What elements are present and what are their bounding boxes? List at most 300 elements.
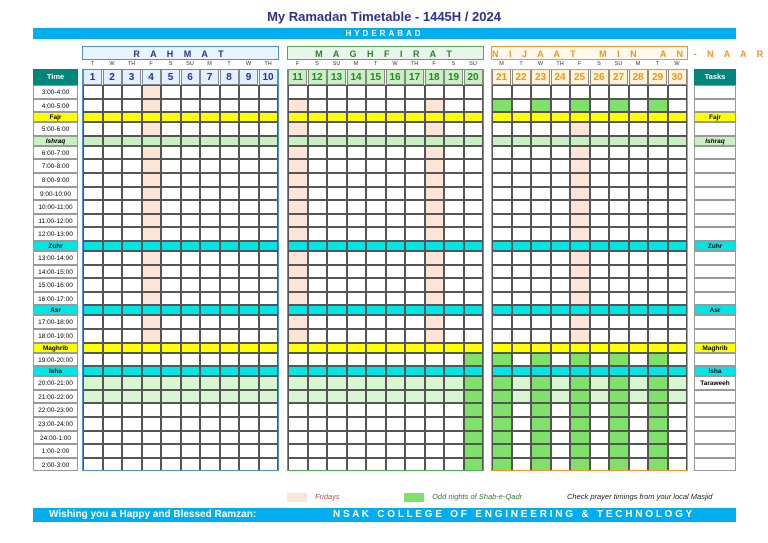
timetable-cell[interactable]	[288, 417, 308, 431]
timetable-cell[interactable]	[405, 390, 425, 404]
timetable-cell[interactable]	[83, 353, 103, 367]
timetable-cell[interactable]	[609, 444, 629, 458]
timetable-cell[interactable]	[629, 173, 649, 187]
timetable-cell[interactable]	[648, 214, 668, 228]
timetable-cell[interactable]	[551, 265, 571, 279]
timetable-cell[interactable]	[405, 353, 425, 367]
task-cell[interactable]	[694, 417, 736, 431]
timetable-cell[interactable]	[590, 187, 610, 201]
timetable-cell[interactable]	[570, 353, 590, 367]
timetable-cell[interactable]	[590, 390, 610, 404]
task-cell[interactable]	[694, 159, 736, 173]
timetable-cell[interactable]	[200, 444, 220, 458]
timetable-cell[interactable]	[668, 444, 688, 458]
timetable-cell[interactable]	[327, 200, 347, 214]
timetable-cell[interactable]	[288, 227, 308, 241]
timetable-cell[interactable]	[259, 99, 279, 113]
timetable-cell[interactable]	[103, 122, 123, 136]
timetable-cell[interactable]	[464, 251, 484, 265]
timetable-cell[interactable]	[220, 187, 240, 201]
timetable-cell[interactable]	[629, 251, 649, 265]
timetable-cell[interactable]	[83, 85, 103, 99]
timetable-cell[interactable]	[629, 227, 649, 241]
timetable-cell[interactable]	[220, 227, 240, 241]
task-cell[interactable]	[694, 353, 736, 367]
timetable-cell[interactable]	[590, 200, 610, 214]
timetable-cell[interactable]	[668, 214, 688, 228]
timetable-cell[interactable]	[570, 99, 590, 113]
timetable-cell[interactable]	[551, 85, 571, 99]
timetable-cell[interactable]	[181, 200, 201, 214]
timetable-cell[interactable]	[327, 173, 347, 187]
timetable-cell[interactable]	[668, 292, 688, 306]
timetable-cell[interactable]	[327, 265, 347, 279]
timetable-cell[interactable]	[570, 315, 590, 329]
timetable-cell[interactable]	[103, 99, 123, 113]
timetable-cell[interactable]	[570, 431, 590, 445]
timetable-cell[interactable]	[444, 200, 464, 214]
timetable-cell[interactable]	[288, 292, 308, 306]
timetable-cell[interactable]	[239, 278, 259, 292]
timetable-cell[interactable]	[386, 159, 406, 173]
timetable-cell[interactable]	[668, 431, 688, 445]
timetable-cell[interactable]	[668, 278, 688, 292]
timetable-cell[interactable]	[386, 214, 406, 228]
timetable-cell[interactable]	[629, 315, 649, 329]
timetable-cell[interactable]	[259, 265, 279, 279]
timetable-cell[interactable]	[648, 251, 668, 265]
timetable-cell[interactable]	[668, 122, 688, 136]
timetable-cell[interactable]	[220, 265, 240, 279]
timetable-cell[interactable]	[425, 292, 445, 306]
timetable-cell[interactable]	[347, 390, 367, 404]
timetable-cell[interactable]	[181, 390, 201, 404]
timetable-cell[interactable]	[464, 353, 484, 367]
timetable-cell[interactable]	[386, 99, 406, 113]
timetable-cell[interactable]	[122, 187, 142, 201]
timetable-cell[interactable]	[220, 444, 240, 458]
timetable-cell[interactable]	[220, 431, 240, 445]
timetable-cell[interactable]	[161, 227, 181, 241]
timetable-cell[interactable]	[405, 265, 425, 279]
timetable-cell[interactable]	[288, 187, 308, 201]
timetable-cell[interactable]	[629, 99, 649, 113]
timetable-cell[interactable]	[386, 329, 406, 343]
timetable-cell[interactable]	[492, 159, 512, 173]
timetable-cell[interactable]	[200, 417, 220, 431]
timetable-cell[interactable]	[668, 458, 688, 472]
timetable-cell[interactable]	[464, 122, 484, 136]
timetable-cell[interactable]	[512, 99, 532, 113]
timetable-cell[interactable]	[648, 444, 668, 458]
timetable-cell[interactable]	[366, 292, 386, 306]
timetable-cell[interactable]	[570, 444, 590, 458]
timetable-cell[interactable]	[590, 431, 610, 445]
timetable-cell[interactable]	[531, 292, 551, 306]
timetable-cell[interactable]	[570, 173, 590, 187]
timetable-cell[interactable]	[347, 214, 367, 228]
timetable-cell[interactable]	[668, 187, 688, 201]
timetable-cell[interactable]	[288, 390, 308, 404]
timetable-cell[interactable]	[103, 146, 123, 160]
timetable-cell[interactable]	[308, 376, 328, 390]
timetable-cell[interactable]	[161, 417, 181, 431]
timetable-cell[interactable]	[512, 146, 532, 160]
timetable-cell[interactable]	[386, 376, 406, 390]
timetable-cell[interactable]	[181, 431, 201, 445]
timetable-cell[interactable]	[590, 122, 610, 136]
timetable-cell[interactable]	[512, 187, 532, 201]
timetable-cell[interactable]	[142, 315, 162, 329]
timetable-cell[interactable]	[347, 173, 367, 187]
timetable-cell[interactable]	[288, 329, 308, 343]
timetable-cell[interactable]	[464, 458, 484, 472]
timetable-cell[interactable]	[239, 376, 259, 390]
timetable-cell[interactable]	[288, 146, 308, 160]
timetable-cell[interactable]	[629, 146, 649, 160]
timetable-cell[interactable]	[327, 292, 347, 306]
timetable-cell[interactable]	[512, 227, 532, 241]
timetable-cell[interactable]	[531, 278, 551, 292]
timetable-cell[interactable]	[464, 200, 484, 214]
task-cell[interactable]	[694, 122, 736, 136]
timetable-cell[interactable]	[551, 417, 571, 431]
timetable-cell[interactable]	[492, 292, 512, 306]
timetable-cell[interactable]	[464, 376, 484, 390]
timetable-cell[interactable]	[327, 353, 347, 367]
timetable-cell[interactable]	[609, 187, 629, 201]
timetable-cell[interactable]	[531, 159, 551, 173]
timetable-cell[interactable]	[444, 85, 464, 99]
timetable-cell[interactable]	[161, 214, 181, 228]
timetable-cell[interactable]	[220, 122, 240, 136]
timetable-cell[interactable]	[103, 85, 123, 99]
timetable-cell[interactable]	[327, 159, 347, 173]
timetable-cell[interactable]	[259, 376, 279, 390]
timetable-cell[interactable]	[347, 159, 367, 173]
timetable-cell[interactable]	[648, 278, 668, 292]
timetable-cell[interactable]	[200, 329, 220, 343]
timetable-cell[interactable]	[239, 173, 259, 187]
timetable-cell[interactable]	[464, 173, 484, 187]
timetable-cell[interactable]	[327, 227, 347, 241]
timetable-cell[interactable]	[161, 200, 181, 214]
timetable-cell[interactable]	[609, 390, 629, 404]
timetable-cell[interactable]	[444, 278, 464, 292]
timetable-cell[interactable]	[366, 315, 386, 329]
timetable-cell[interactable]	[200, 214, 220, 228]
timetable-cell[interactable]	[103, 278, 123, 292]
timetable-cell[interactable]	[308, 265, 328, 279]
timetable-cell[interactable]	[405, 329, 425, 343]
timetable-cell[interactable]	[239, 227, 259, 241]
timetable-cell[interactable]	[609, 315, 629, 329]
timetable-cell[interactable]	[142, 431, 162, 445]
timetable-cell[interactable]	[122, 200, 142, 214]
timetable-cell[interactable]	[83, 376, 103, 390]
task-cell[interactable]	[694, 278, 736, 292]
timetable-cell[interactable]	[308, 99, 328, 113]
timetable-cell[interactable]	[308, 85, 328, 99]
timetable-cell[interactable]	[668, 251, 688, 265]
timetable-cell[interactable]	[220, 146, 240, 160]
timetable-cell[interactable]	[425, 353, 445, 367]
timetable-cell[interactable]	[609, 173, 629, 187]
timetable-cell[interactable]	[181, 417, 201, 431]
timetable-cell[interactable]	[386, 200, 406, 214]
timetable-cell[interactable]	[122, 315, 142, 329]
timetable-cell[interactable]	[122, 431, 142, 445]
timetable-cell[interactable]	[327, 146, 347, 160]
timetable-cell[interactable]	[200, 403, 220, 417]
timetable-cell[interactable]	[668, 329, 688, 343]
timetable-cell[interactable]	[181, 173, 201, 187]
timetable-cell[interactable]	[142, 146, 162, 160]
timetable-cell[interactable]	[590, 444, 610, 458]
timetable-cell[interactable]	[288, 200, 308, 214]
timetable-cell[interactable]	[327, 403, 347, 417]
timetable-cell[interactable]	[200, 146, 220, 160]
timetable-cell[interactable]	[464, 99, 484, 113]
timetable-cell[interactable]	[308, 200, 328, 214]
timetable-cell[interactable]	[492, 278, 512, 292]
timetable-cell[interactable]	[259, 353, 279, 367]
timetable-cell[interactable]	[142, 187, 162, 201]
timetable-cell[interactable]	[142, 159, 162, 173]
timetable-cell[interactable]	[405, 122, 425, 136]
timetable-cell[interactable]	[142, 329, 162, 343]
timetable-cell[interactable]	[425, 173, 445, 187]
timetable-cell[interactable]	[386, 122, 406, 136]
timetable-cell[interactable]	[347, 251, 367, 265]
timetable-cell[interactable]	[239, 214, 259, 228]
timetable-cell[interactable]	[83, 99, 103, 113]
timetable-cell[interactable]	[259, 159, 279, 173]
timetable-cell[interactable]	[122, 329, 142, 343]
timetable-cell[interactable]	[366, 251, 386, 265]
timetable-cell[interactable]	[161, 122, 181, 136]
timetable-cell[interactable]	[161, 173, 181, 187]
timetable-cell[interactable]	[220, 376, 240, 390]
timetable-cell[interactable]	[512, 315, 532, 329]
timetable-cell[interactable]	[239, 403, 259, 417]
timetable-cell[interactable]	[405, 173, 425, 187]
timetable-cell[interactable]	[570, 292, 590, 306]
timetable-cell[interactable]	[259, 390, 279, 404]
timetable-cell[interactable]	[259, 227, 279, 241]
timetable-cell[interactable]	[551, 278, 571, 292]
timetable-cell[interactable]	[629, 214, 649, 228]
timetable-cell[interactable]	[492, 265, 512, 279]
timetable-cell[interactable]	[347, 431, 367, 445]
timetable-cell[interactable]	[531, 458, 551, 472]
timetable-cell[interactable]	[327, 187, 347, 201]
timetable-cell[interactable]	[239, 122, 259, 136]
timetable-cell[interactable]	[590, 329, 610, 343]
timetable-cell[interactable]	[181, 187, 201, 201]
timetable-cell[interactable]	[347, 278, 367, 292]
timetable-cell[interactable]	[590, 458, 610, 472]
timetable-cell[interactable]	[122, 173, 142, 187]
timetable-cell[interactable]	[551, 227, 571, 241]
timetable-cell[interactable]	[83, 227, 103, 241]
task-cell[interactable]	[694, 214, 736, 228]
timetable-cell[interactable]	[570, 376, 590, 390]
timetable-cell[interactable]	[308, 444, 328, 458]
timetable-cell[interactable]	[425, 99, 445, 113]
task-cell[interactable]	[694, 444, 736, 458]
timetable-cell[interactable]	[648, 227, 668, 241]
timetable-cell[interactable]	[386, 85, 406, 99]
timetable-cell[interactable]	[122, 444, 142, 458]
timetable-cell[interactable]	[405, 99, 425, 113]
timetable-cell[interactable]	[531, 403, 551, 417]
timetable-cell[interactable]	[200, 200, 220, 214]
timetable-cell[interactable]	[464, 431, 484, 445]
timetable-cell[interactable]	[259, 251, 279, 265]
timetable-cell[interactable]	[629, 278, 649, 292]
timetable-cell[interactable]	[122, 122, 142, 136]
timetable-cell[interactable]	[531, 431, 551, 445]
timetable-cell[interactable]	[239, 417, 259, 431]
timetable-cell[interactable]	[181, 278, 201, 292]
timetable-cell[interactable]	[347, 353, 367, 367]
timetable-cell[interactable]	[122, 278, 142, 292]
timetable-cell[interactable]	[142, 227, 162, 241]
timetable-cell[interactable]	[609, 353, 629, 367]
timetable-cell[interactable]	[668, 417, 688, 431]
timetable-cell[interactable]	[161, 329, 181, 343]
timetable-cell[interactable]	[142, 292, 162, 306]
timetable-cell[interactable]	[308, 278, 328, 292]
timetable-cell[interactable]	[347, 200, 367, 214]
timetable-cell[interactable]	[464, 329, 484, 343]
timetable-cell[interactable]	[386, 353, 406, 367]
timetable-cell[interactable]	[308, 329, 328, 343]
timetable-cell[interactable]	[308, 173, 328, 187]
task-cell[interactable]	[694, 85, 736, 99]
timetable-cell[interactable]	[444, 265, 464, 279]
timetable-cell[interactable]	[492, 227, 512, 241]
timetable-cell[interactable]	[122, 227, 142, 241]
timetable-cell[interactable]	[464, 214, 484, 228]
timetable-cell[interactable]	[512, 173, 532, 187]
timetable-cell[interactable]	[551, 329, 571, 343]
timetable-cell[interactable]	[531, 187, 551, 201]
timetable-cell[interactable]	[648, 265, 668, 279]
timetable-cell[interactable]	[103, 431, 123, 445]
timetable-cell[interactable]	[590, 99, 610, 113]
timetable-cell[interactable]	[239, 187, 259, 201]
timetable-cell[interactable]	[103, 173, 123, 187]
timetable-cell[interactable]	[668, 227, 688, 241]
timetable-cell[interactable]	[648, 85, 668, 99]
timetable-cell[interactable]	[512, 159, 532, 173]
timetable-cell[interactable]	[551, 200, 571, 214]
timetable-cell[interactable]	[288, 315, 308, 329]
timetable-cell[interactable]	[103, 227, 123, 241]
timetable-cell[interactable]	[161, 265, 181, 279]
timetable-cell[interactable]	[405, 278, 425, 292]
timetable-cell[interactable]	[220, 417, 240, 431]
timetable-cell[interactable]	[83, 431, 103, 445]
timetable-cell[interactable]	[648, 315, 668, 329]
timetable-cell[interactable]	[464, 417, 484, 431]
timetable-cell[interactable]	[122, 85, 142, 99]
timetable-cell[interactable]	[347, 458, 367, 472]
timetable-cell[interactable]	[648, 353, 668, 367]
timetable-cell[interactable]	[220, 99, 240, 113]
timetable-cell[interactable]	[327, 329, 347, 343]
timetable-cell[interactable]	[239, 390, 259, 404]
timetable-cell[interactable]	[327, 251, 347, 265]
timetable-cell[interactable]	[366, 444, 386, 458]
timetable-cell[interactable]	[551, 353, 571, 367]
timetable-cell[interactable]	[425, 200, 445, 214]
timetable-cell[interactable]	[570, 390, 590, 404]
timetable-cell[interactable]	[464, 85, 484, 99]
timetable-cell[interactable]	[366, 390, 386, 404]
task-cell[interactable]: Taraweeh	[694, 376, 736, 390]
timetable-cell[interactable]	[259, 292, 279, 306]
timetable-cell[interactable]	[220, 403, 240, 417]
timetable-cell[interactable]	[327, 458, 347, 472]
timetable-cell[interactable]	[308, 390, 328, 404]
timetable-cell[interactable]	[531, 251, 551, 265]
timetable-cell[interactable]	[366, 265, 386, 279]
timetable-cell[interactable]	[181, 122, 201, 136]
timetable-cell[interactable]	[386, 292, 406, 306]
timetable-cell[interactable]	[347, 85, 367, 99]
timetable-cell[interactable]	[590, 251, 610, 265]
timetable-cell[interactable]	[512, 251, 532, 265]
timetable-cell[interactable]	[142, 444, 162, 458]
timetable-cell[interactable]	[425, 278, 445, 292]
timetable-cell[interactable]	[103, 315, 123, 329]
timetable-cell[interactable]	[83, 214, 103, 228]
timetable-cell[interactable]	[570, 329, 590, 343]
timetable-cell[interactable]	[629, 376, 649, 390]
timetable-cell[interactable]	[405, 417, 425, 431]
timetable-cell[interactable]	[551, 315, 571, 329]
timetable-cell[interactable]	[512, 458, 532, 472]
timetable-cell[interactable]	[425, 214, 445, 228]
task-cell[interactable]	[694, 146, 736, 160]
task-cell[interactable]	[694, 200, 736, 214]
timetable-cell[interactable]	[551, 251, 571, 265]
timetable-cell[interactable]	[425, 329, 445, 343]
timetable-cell[interactable]	[425, 187, 445, 201]
timetable-cell[interactable]	[590, 85, 610, 99]
timetable-cell[interactable]	[609, 99, 629, 113]
timetable-cell[interactable]	[142, 403, 162, 417]
timetable-cell[interactable]	[648, 390, 668, 404]
timetable-cell[interactable]	[259, 278, 279, 292]
timetable-cell[interactable]	[590, 376, 610, 390]
timetable-cell[interactable]	[220, 159, 240, 173]
timetable-cell[interactable]	[668, 85, 688, 99]
timetable-cell[interactable]	[464, 159, 484, 173]
timetable-cell[interactable]	[239, 353, 259, 367]
timetable-cell[interactable]	[590, 278, 610, 292]
timetable-cell[interactable]	[609, 214, 629, 228]
timetable-cell[interactable]	[648, 431, 668, 445]
timetable-cell[interactable]	[386, 403, 406, 417]
timetable-cell[interactable]	[366, 214, 386, 228]
timetable-cell[interactable]	[492, 329, 512, 343]
timetable-cell[interactable]	[570, 251, 590, 265]
timetable-cell[interactable]	[83, 122, 103, 136]
